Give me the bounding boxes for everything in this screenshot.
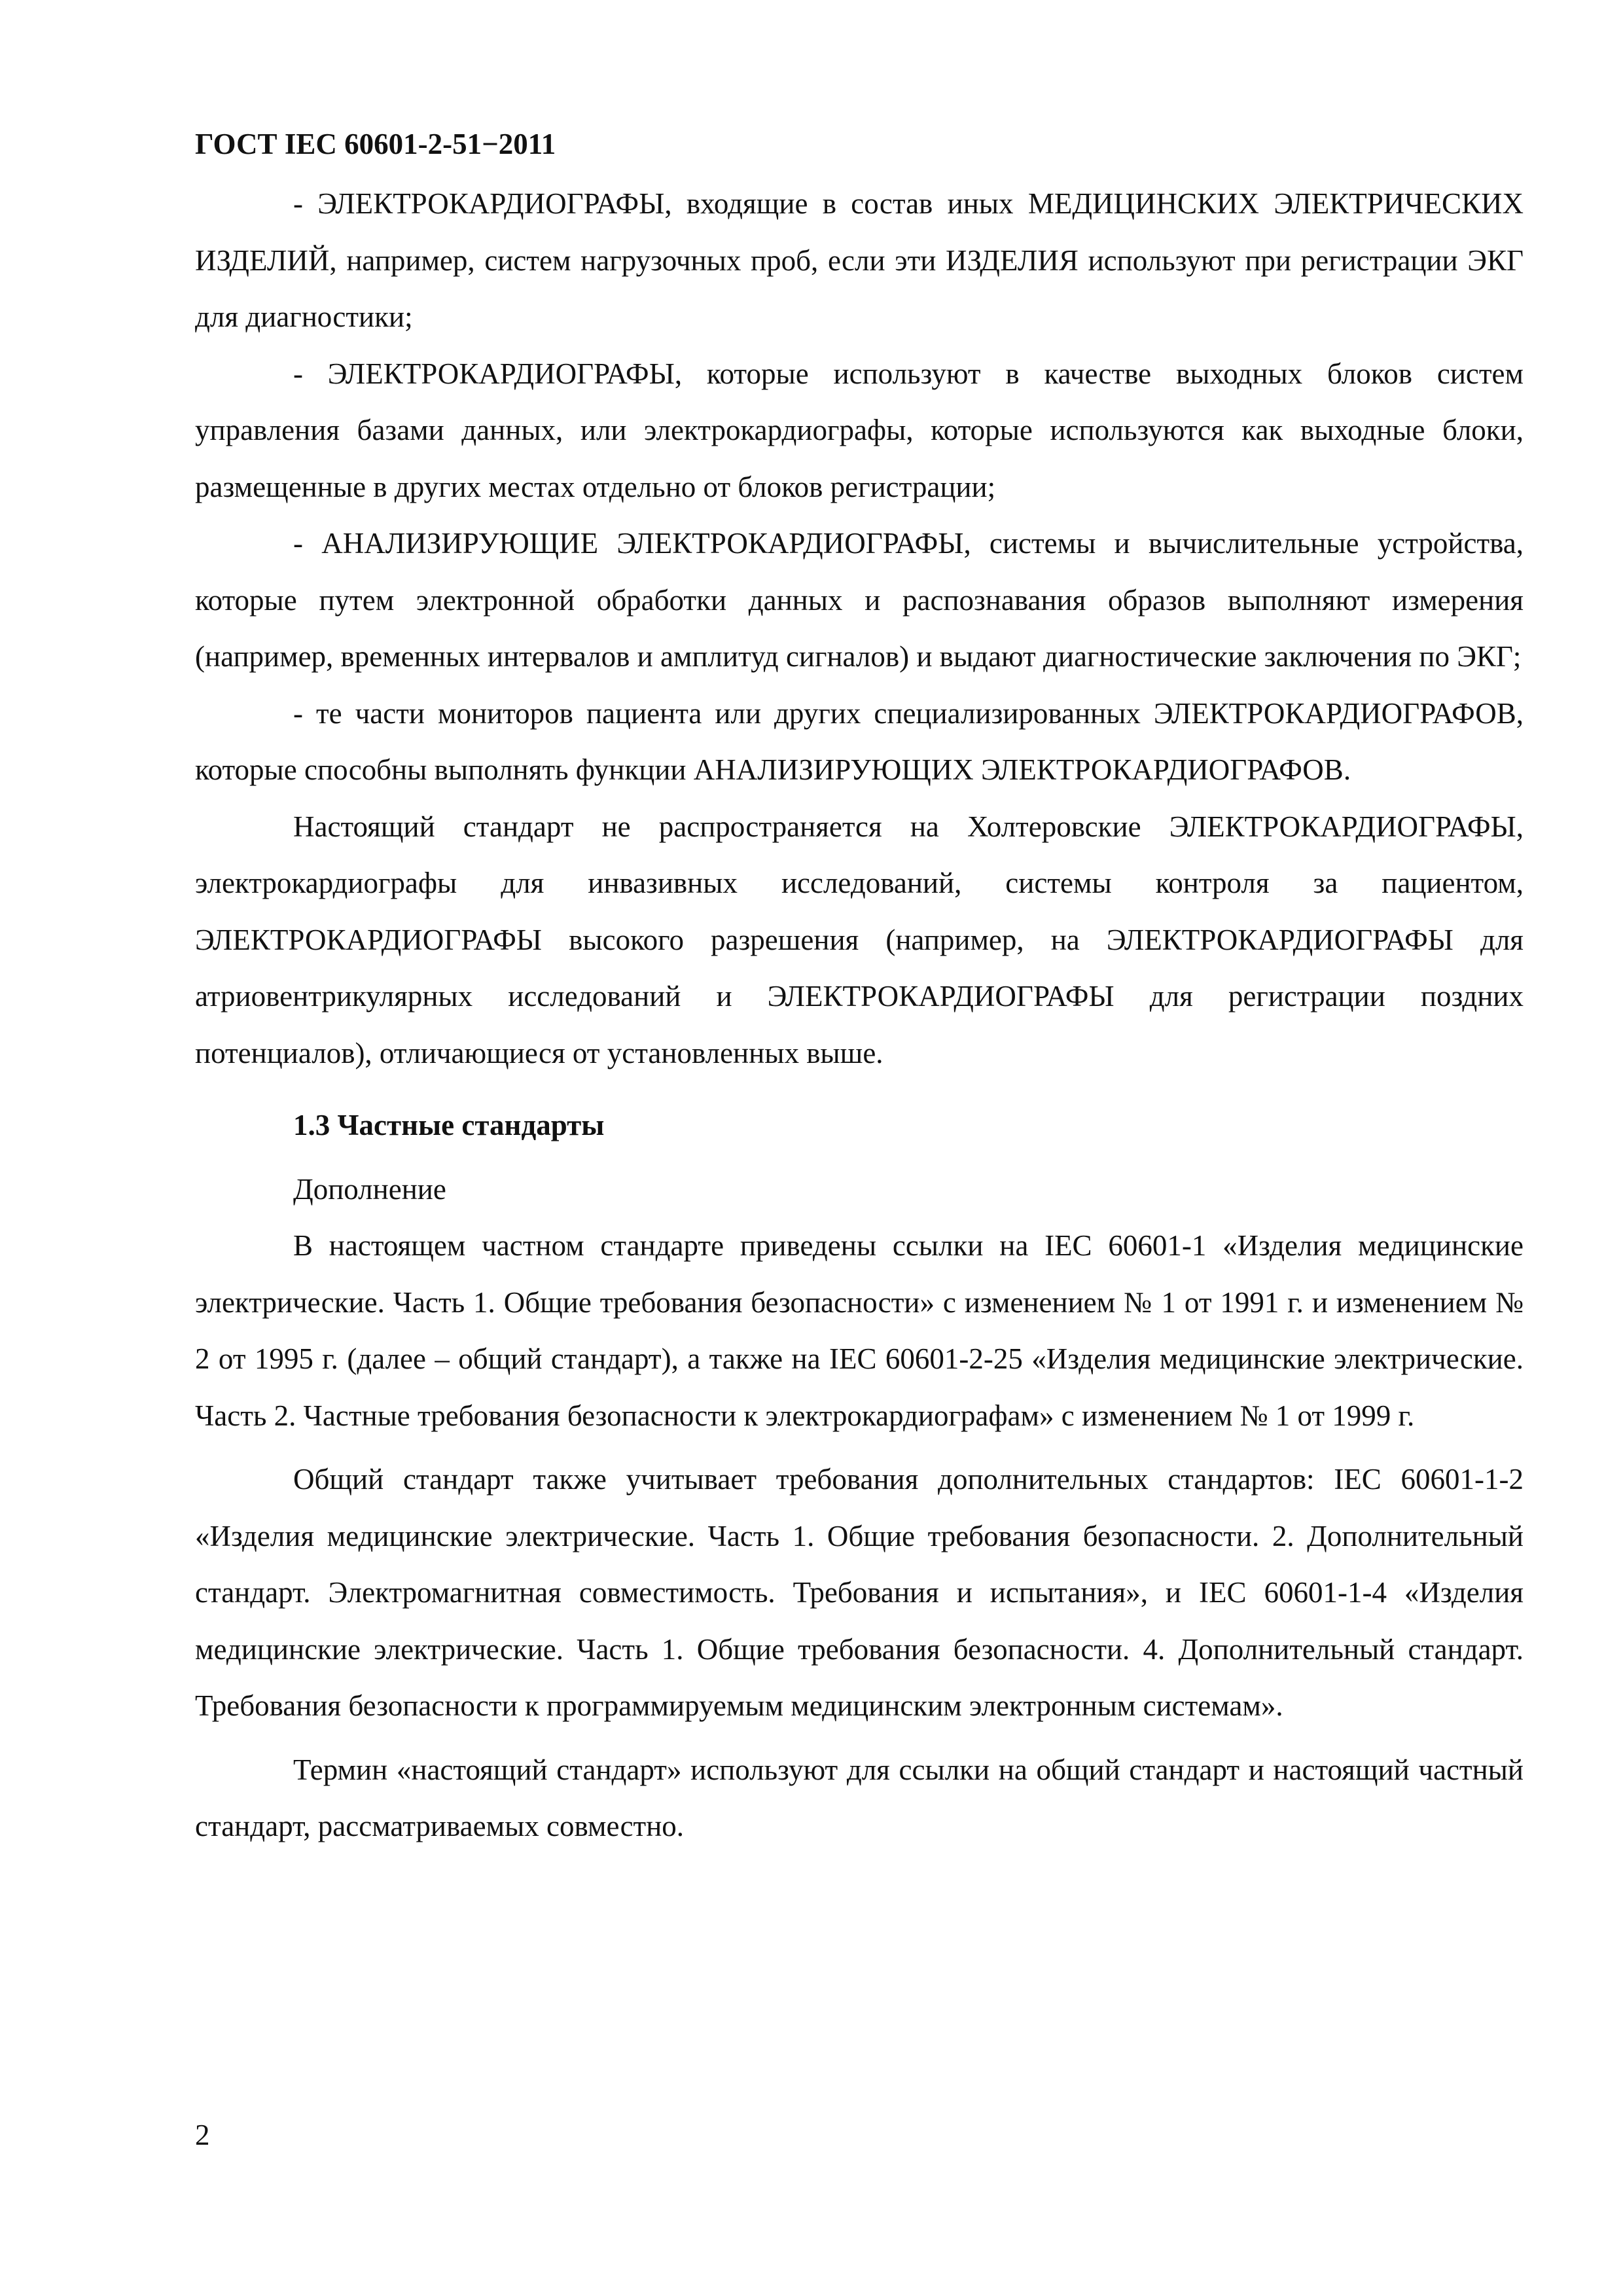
paragraph-list-item-1: - ЭЛЕКТРОКАРДИОГРАФЫ, входящие в состав иных МЕДИЦИНСКИХ ЭЛЕКТРИЧЕСКИХ ИЗДЕЛИЙ, например, систем нагрузочных проб, если эти ИЗДЕЛИЯ используют при регистрации ЭКГ для диагностики; bbox=[195, 187, 1524, 333]
paragraph-scope-exclusions: Настоящий стандарт не распространяется на Холтеровские ЭЛЕКТРОКАРДИОГРАФЫ, электрокардиографы для инвазивных исследований, системы контроля за пациентом, ЭЛЕКТРОКАРДИОГРАФЫ высокого разрешения (например, на ЭЛЕКТРОКАРДИОГРАФЫ для атриовентрикулярных исследований и ЭЛЕКТРОКАРДИОГРАФЫ для регистрации поздних потенциалов), отличающиеся от установленных выше. bbox=[195, 810, 1524, 1069]
section-label: Дополнение bbox=[293, 1172, 446, 1206]
paragraph-references: В настоящем частном стандарте приведены ссылки на IEC 60601-1 «Изделия медицинские электрические. Часть 1. Общие требования безопасности» с изменением № 1 от 1991 г. и изменением № 2 от 1995 г. (далее – общий стандарт), а также на IEC 60601-2-25 «Изделия медицинские электрические. Часть 2. Частные требования безопасности к электрокардиографам» с изменением № 1 от 1999 г. bbox=[195, 1229, 1524, 1432]
paragraph-list-item-3: - АНАЛИЗИРУЮЩИЕ ЭЛЕКТРОКАРДИОГРАФЫ, системы и вычислительные устройства, которые путем электронной обработки данных и распознавания образов выполняют измерения (например, временных интервалов и амплитуд сигналов) и выдают диагностические заключения по ЭКГ; bbox=[195, 527, 1524, 673]
paragraph-list-item-2: - ЭЛЕКТРОКАРДИОГРАФЫ, которые используют в качестве выходных блоков систем управления базами данных, или электрокардиографы, которые используются как выходные блоки, размещенные в других местах отдельно от блоков регистрации; bbox=[195, 357, 1524, 503]
section-heading: 1.3 Частные стандарты bbox=[293, 1109, 605, 1141]
page-number: 2 bbox=[195, 2119, 210, 2151]
paragraph-list-item-4: - те части мониторов пациента или других специализированных ЭЛЕКТРОКАРДИОГРАФОВ, которые способны выполнять функции АНАЛИЗИРУЮЩИХ ЭЛЕКТРОКАРДИОГРАФОВ. bbox=[195, 696, 1524, 786]
standard-code-header: ГОСТ IEC 60601-2-51−2011 bbox=[195, 128, 556, 160]
paragraph-term-definition: Термин «настоящий стандарт» используют для ссылки на общий стандарт и настоящий частный стандарт, рассматриваемых совместно. bbox=[195, 1753, 1524, 1842]
paragraph-additional-standards: Общий стандарт также учитывает требования дополнительных стандартов: IEC 60601-1-2 «Изделия медицинские электрические. Часть 1. Общие требования безопасности. 2. Дополнительный стандарт. Электромагнитная совместимость. Требования и испытания», и IEC 60601-1-4 «Изделия медицинские электрические. Часть 1. Общие требования безопасности. 4. Дополнительный стандарт. Требования безопасности к программируемым медицинским электронным системам». bbox=[195, 1463, 1524, 1722]
document-body bbox=[195, 175, 1524, 1855]
